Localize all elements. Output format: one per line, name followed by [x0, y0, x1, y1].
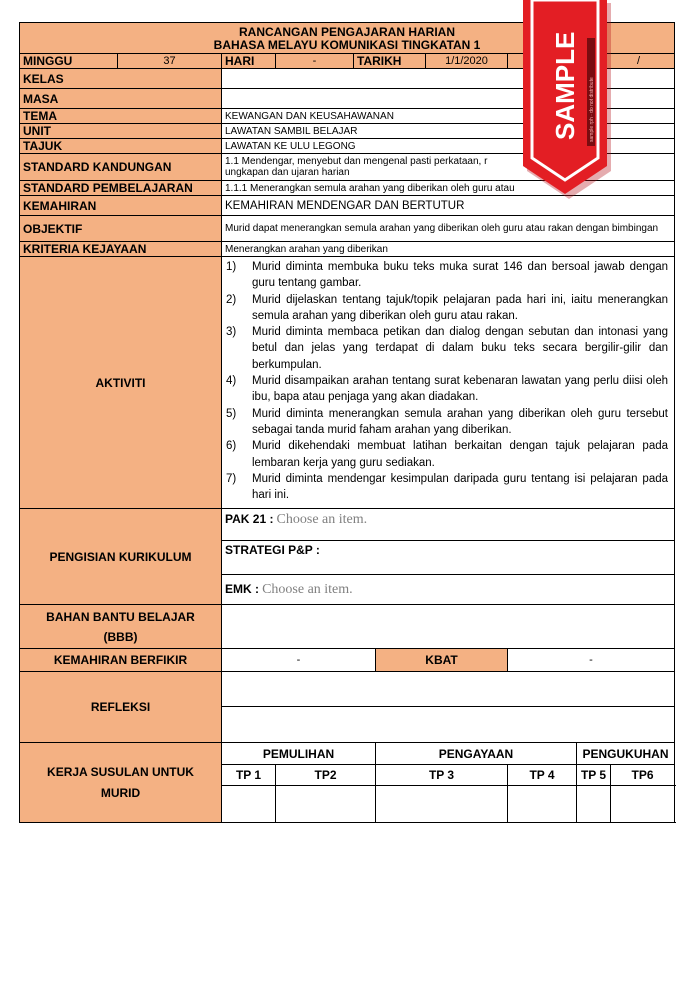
aktiviti-item [226, 471, 668, 504]
sample-watermark-ribbon [521, 0, 611, 200]
minggu-value[interactable]: 37 [118, 54, 222, 69]
masa-label: MASA [20, 89, 222, 109]
aktiviti-item [226, 373, 668, 406]
bbb-value[interactable] [222, 605, 675, 649]
unit-label: UNIT [20, 124, 222, 139]
kriteria-value[interactable]: Menerangkan arahan yang diberikan [222, 242, 675, 257]
aktiviti-item-text: Murid dikehendaki membuat latihan berkaitan dengan tajuk pelajaran pada lembaran kerja yang guru sediakan. [252, 440, 669, 469]
kurikulum-label: PENGISIAN KURIKULUM [20, 509, 222, 605]
pak21-label: PAK 21 : [225, 512, 274, 526]
sample-watermark-subtext: sample rph · do not distribute [589, 77, 595, 142]
pengayaan-header: PENGAYAAN [376, 743, 577, 765]
tp5-cell[interactable] [577, 786, 611, 823]
aktiviti-list [222, 257, 674, 505]
kemahiran-label: KEMAHIRAN [20, 196, 222, 216]
aktiviti-item-number: 2) [226, 293, 237, 306]
objektif-label: OBJEKTIF [20, 216, 222, 242]
tajuk-value[interactable]: LAWATAN KE ULU LEGONG [222, 139, 675, 154]
aktiviti-item-number: 4) [226, 375, 237, 388]
standard-kandungan-label: STANDARD KANDUNGAN [20, 154, 222, 181]
title-line-2: BAHASA MELAYU KOMUNIKASI TINGKATAN 1 [213, 37, 481, 52]
sample-watermark-text: SAMPLE [550, 31, 580, 140]
standard-pembelajaran-value[interactable]: 1.1.1 Menerangkan semula arahan yang diberikan oleh guru atau [222, 181, 675, 196]
aktiviti-content[interactable] [222, 257, 675, 509]
kbat-value[interactable]: - [508, 649, 675, 672]
tp2-header: TP2 [276, 765, 376, 786]
aktiviti-item-number: 3) [226, 326, 237, 339]
kbat-label: KBAT [376, 649, 508, 672]
tajuk-label: TAJUK [20, 139, 222, 154]
refleksi-line-1[interactable] [222, 672, 675, 707]
tp2-cell[interactable] [276, 786, 376, 823]
aktiviti-item-text: Murid disampaikan arahan tentang surat kebenaran lawatan yang perlu diisi oleh ibu, bapa atau penjaga yang akan diadakan. [252, 375, 669, 404]
susulan-label-line-1: KERJA SUSULAN UNTUK [47, 764, 194, 779]
tp6-header: TP6 [611, 765, 675, 786]
refleksi-line-2[interactable] [222, 707, 675, 743]
pak21-dropdown[interactable]: Choose an item. [276, 512, 368, 527]
kriteria-label: KRITERIA KEJAYAAN [20, 242, 222, 257]
sk-line-1: 1.1 Mendengar, menyebut dan mengenal pasti perkataan, r [225, 156, 488, 167]
emk-label: EMK : [225, 581, 259, 596]
bbb-label-line-2: (BBB) [103, 629, 138, 644]
unit-value[interactable]: LAWATAN SAMBIL BELAJAR [222, 124, 675, 139]
aktiviti-item-text: Murid dijelaskan tentang tajuk/topik pelajaran pada hari ini, iaitu menerangkan semula arahan yang diberikan oleh guru atau rakan. [252, 293, 669, 322]
aktiviti-item [226, 406, 668, 439]
pengukuhan-header: PENGUKUHAN [577, 743, 675, 765]
kelas-label: KELAS [20, 69, 222, 89]
susulan-label-line-2: MURID [100, 785, 141, 800]
extra-value[interactable]: / [577, 54, 675, 69]
aktiviti-item-text: Murid diminta menerangkan semula arahan yang diberikan oleh guru tersebut sebagai tanda murid faham arahan yang diberikan. [252, 407, 669, 436]
title-line-1: RANCANGAN PENGAJARAN HARIAN [239, 24, 456, 39]
pak21-cell[interactable] [222, 509, 675, 541]
minggu-label: MINGGU [20, 54, 118, 69]
aktiviti-item-number: 6) [226, 440, 237, 453]
berfikir-value[interactable]: - [222, 649, 376, 672]
aktiviti-item [226, 324, 668, 373]
emk-cell[interactable] [222, 575, 675, 605]
hari-value[interactable]: - [276, 54, 354, 69]
standard-pembelajaran-label: STANDARD PEMBELAJARAN [20, 181, 222, 196]
aktiviti-item-text: Murid diminta membaca petikan dan dialog dengan sebutan dan intonasi yang betul dan jelas yang terdapat di dalam buku teks secara bergilir-gilir dan berkumpulan. [252, 326, 669, 371]
sk-line-2: ungkapan dan ujaran harian [225, 167, 350, 178]
aktiviti-item-number: 7) [226, 472, 237, 485]
tarikh-value[interactable]: 1/1/2020 [426, 54, 508, 69]
aktiviti-item-number: 5) [226, 407, 237, 420]
hari-label: HARI [222, 54, 276, 69]
tp3-header: TP 3 [376, 765, 508, 786]
kemahiran-value[interactable]: KEMAHIRAN MENDENGAR DAN BERTUTUR [222, 196, 675, 216]
bbb-label-line-1: BAHAN BANTU BELAJAR [46, 609, 195, 624]
tema-value[interactable]: KEWANGAN DAN KEUSAHAWANAN [222, 109, 675, 124]
aktiviti-label: AKTIVITI [20, 257, 222, 509]
tp5-header: TP 5 [577, 765, 611, 786]
tp4-header: TP 4 [508, 765, 577, 786]
aktiviti-item-text: Murid diminta mendengar kesimpulan daripada guru tentang isi pelajaran pada hari ini. [252, 472, 669, 502]
aktiviti-item [226, 292, 668, 325]
strategi-cell[interactable] [222, 541, 675, 575]
tp1-header: TP 1 [222, 765, 276, 786]
tema-label: TEMA [20, 109, 222, 124]
bbb-label [20, 605, 222, 649]
susulan-label [20, 743, 222, 823]
objektif-value[interactable]: Murid dapat menerangkan semula arahan yang diberikan oleh guru atau rakan dengan bimbingan [222, 216, 675, 242]
aktiviti-item [226, 438, 668, 471]
tp3-cell[interactable] [376, 786, 508, 823]
tp6-cell[interactable] [611, 786, 675, 823]
tp4-cell[interactable] [508, 786, 577, 823]
refleksi-label: REFLEKSI [20, 672, 222, 743]
aktiviti-item [226, 259, 668, 292]
berfikir-label: KEMAHIRAN BERFIKIR [20, 649, 222, 672]
emk-dropdown[interactable]: Choose an item. [262, 581, 353, 597]
aktiviti-item-text: Murid diminta membuka buku teks muka surat 146 dan bersoal jawab dengan guru tentang gambar. [252, 261, 669, 290]
aktiviti-item-number: 1) [226, 261, 237, 273]
pemulihan-header: PEMULIHAN [222, 743, 376, 765]
tarikh-label: TARIKH [354, 54, 426, 69]
strategi-label: STRATEGI P&P : [225, 543, 320, 557]
tp1-cell[interactable] [222, 786, 276, 823]
